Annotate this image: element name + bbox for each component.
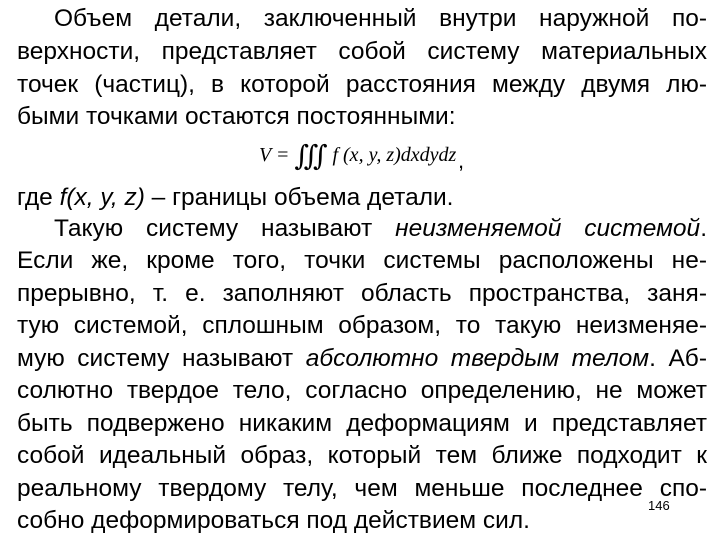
paragraph-line <box>17 344 707 374</box>
paragraph-line: прерывно, т. е. заполняют область пространства, заня- <box>17 280 707 307</box>
volume-formula <box>259 139 456 173</box>
formula-lhs: V = <box>259 144 290 166</box>
paragraph-line: Объем детали, заключенный внутри наружной по- <box>54 5 707 32</box>
paragraph-line: быми точками остаются постоянными: <box>17 103 456 130</box>
paragraph-line: верхности, представляет собой систему материальных <box>17 38 707 65</box>
text-segment: . Аб- <box>649 345 707 372</box>
paragraph-line <box>17 183 707 213</box>
paragraph-line <box>54 214 707 244</box>
italic-term: абсолютно твердым телом <box>305 345 650 372</box>
paragraph-line: собой идеальный образ, который тем ближе подходит к <box>17 442 707 469</box>
italic-segment: (x, y, z) <box>66 184 145 211</box>
page-number: 146 <box>648 498 670 513</box>
text-segment: Такую систему называют <box>54 215 396 242</box>
text-segment: . <box>700 215 707 242</box>
italic-term: неизменяемой системой <box>395 215 701 242</box>
paragraph-line: точек (частиц), в которой расстояния между двумя лю- <box>17 71 707 98</box>
italic-segment: f <box>59 184 67 211</box>
paragraph-line: солютно твердое тело, согласно определению, не может <box>17 377 707 404</box>
paragraph-line: тую системой, сплошным образом, то такую неизменяе- <box>17 312 707 339</box>
formula-rhs: f (x, y, z)dxdydz <box>332 144 457 166</box>
triple-integral-symbol: ∭ <box>294 141 322 172</box>
formula-comma: , <box>458 148 465 173</box>
text-segment: мую систему называют <box>17 345 306 372</box>
paragraph-line: собно деформироваться под действием сил. <box>17 507 530 534</box>
paragraph-line: Если же, кроме того, точки системы расположены не- <box>17 247 707 274</box>
paragraph-line: быть подвержено никаким деформациям и представляет <box>17 410 707 437</box>
text-segment: где <box>17 184 60 211</box>
paragraph-line: реальному твердому телу, чем меньше последнее спо- <box>17 475 707 502</box>
text-segment: – границы объема детали. <box>144 184 454 211</box>
